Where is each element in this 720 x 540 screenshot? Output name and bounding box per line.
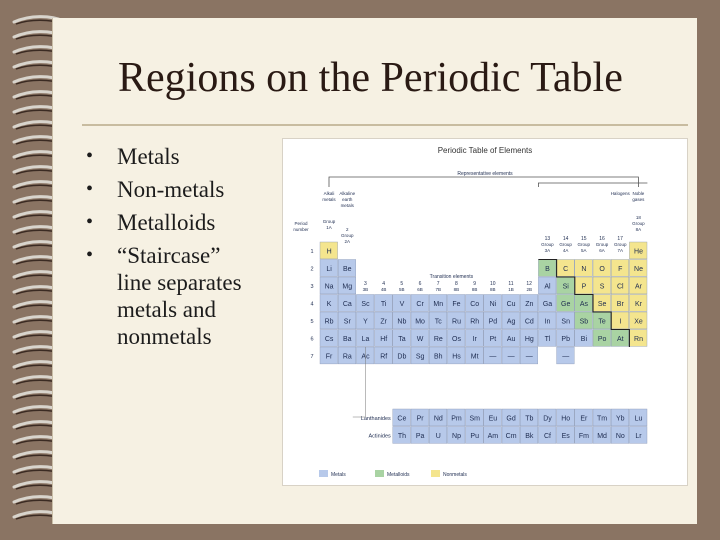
group-number-top: 14 [562,236,569,242]
pt-title: Periodic Table of Elements [437,146,533,155]
transition-group-number: 4 [382,281,385,287]
alkaline-label: metals [340,203,354,208]
element-symbol: Pb [561,336,570,343]
element-symbol: Br [616,301,624,308]
element-symbol: Sr [343,318,351,326]
element-symbol: S [599,283,605,291]
f-block-symbol: Pr [416,415,424,423]
f-block-symbol: Eu [488,415,498,423]
element-symbol: — [489,353,497,361]
element-symbol: Rh [470,318,480,326]
element-symbol: C [563,266,569,273]
noble-label: Noble [632,191,645,196]
f-block-symbol: Tb [525,415,534,423]
transition-group-number: 7 [436,281,440,287]
group-code-top: 3A [544,248,551,253]
f-block-symbol: Fm [578,433,589,440]
f-block-symbol: Ce [397,415,407,423]
element-symbol: Ir [472,336,477,343]
legend-label: Metalloids [387,472,410,478]
staircase-line-1: • “Staircase” [117,243,221,268]
element-symbol: Ge [561,301,571,308]
element-symbol: Fe [452,301,461,308]
element-symbol: O [599,266,605,273]
alkali-label: Alkali [323,191,335,196]
transition-group-code: 8B [490,287,496,292]
f-block-symbol: Dy [543,415,552,423]
element-symbol: H [326,248,332,256]
element-symbol: Ru [452,318,461,326]
group-word-top: Group [577,242,591,247]
element-symbol: Cu [506,301,516,308]
element-symbol: Bi [580,336,588,343]
slide-title: Regions on the Periodic Table [118,55,623,101]
transition-group-code: 7B [435,287,441,292]
group-code-top: 6A [599,248,605,253]
f-block-symbol: Lu [634,415,643,423]
bullet-non-metals: • Non-metals [86,176,276,203]
element-symbol: Sn [561,318,570,326]
element-symbol: Xe [634,318,643,326]
transition-group-number: 5 [400,281,404,287]
element-symbol: Kr [635,301,642,308]
legend-label: Metals [331,472,346,478]
staircase-line-3: metals and [117,297,216,322]
element-symbol: V [399,301,405,308]
transition-group-number: 3 [364,281,367,287]
transition-group-code: 5B [399,287,405,292]
element-symbol: Po [597,336,607,343]
element-symbol: Si [562,283,569,291]
element-symbol: — [525,353,533,361]
f-block-symbol: Es [561,433,570,440]
element-symbol: Bh [434,353,443,361]
element-symbol: N [581,266,587,273]
element-symbol: Te [598,318,606,326]
element-symbol: Nb [397,318,407,326]
period-number: 2 [310,266,314,273]
group-word-top: Group [541,242,554,247]
group-18-label: Group [632,221,645,226]
transition-group-code: 6B [417,287,423,292]
f-block-symbol: U [435,433,441,440]
element-symbol: Os [452,336,461,343]
transition-group-code: 4B [380,287,387,292]
element-symbol: — [507,353,515,361]
f-block-symbol: Tm [597,415,608,423]
transition-group-code: 2B [526,287,532,292]
element-symbol: Rf [380,353,388,361]
staircase-line-2: line separates [117,270,242,295]
element-symbol: K [326,301,332,308]
element-symbol: Mt [470,353,479,361]
element-symbol: As [579,301,588,308]
period-label: Period [294,221,308,226]
element-symbol: Db [397,353,407,361]
f-block-symbol: Cf [544,433,551,440]
element-symbol: Co [470,301,480,308]
group-number-top: 15 [581,236,587,242]
element-symbol: Rb [324,318,334,326]
element-symbol: Mg [342,283,353,291]
element-symbol: Hf [380,336,388,343]
group-word-top: Group [559,242,572,247]
period-number: 5 [310,319,314,325]
period-number: 1 [310,249,314,255]
period-number: 6 [310,336,314,343]
element-symbol: At [616,336,624,343]
legend-swatch [319,470,328,477]
f-block-symbol: Th [397,433,406,440]
transition-group-number: 9 [473,281,476,287]
f-block-symbol: No [615,433,625,440]
element-symbol: Cl [616,283,624,291]
element-symbol: Sb [579,318,589,326]
period-number: 3 [310,284,314,290]
transition-group-code: 3B [362,287,369,292]
period-number: 4 [310,301,314,308]
element-symbol: Ra [342,353,352,361]
group-code-top: 5A [581,248,587,253]
element-symbol: Al [544,283,551,291]
element-symbol: Ag [506,318,516,326]
element-symbol: Ti [380,301,387,308]
element-symbol: P [581,283,587,291]
element-symbol: He [634,248,643,256]
element-symbol: In [544,318,551,326]
f-block-symbol: Pu [470,433,479,440]
bullet-staircase [86,242,276,350]
group-number-top: 16 [599,236,605,242]
legend-label: Nonmetals [443,472,467,478]
group-2-label: 2A [344,239,350,244]
element-symbol: Sc [361,301,370,308]
transition-group-code: 8B [453,287,460,292]
group-number-top: 17 [617,236,623,242]
element-symbol: Ga [542,301,553,308]
element-symbol: Sg [415,353,425,361]
group-word-top: Group [595,242,609,247]
element-symbol: Mo [415,318,425,326]
group-number-top: 13 [544,236,551,242]
element-symbol: Hs [452,353,461,361]
transition-group-number: 10 [490,281,496,287]
element-symbol: Li [326,266,332,273]
group-18-label: 18 [635,215,641,220]
period-label: number [293,227,309,232]
representative-label: Representative elements [457,171,513,177]
bullet-metalloids: • Metalloids [86,209,276,236]
element-symbol: Au [506,336,516,343]
element-symbol: I [619,318,622,326]
alkali-label: metals [322,197,336,202]
element-symbol: Pt [489,336,497,343]
transition-group-number: 6 [418,281,422,287]
group-code-top: 7A [617,248,623,253]
bullet-list [86,143,276,356]
element-symbol: Ni [489,301,497,308]
f-block-symbol: Np [452,433,461,440]
periodic-table-image [282,138,688,486]
group-18-label: 8A [635,227,642,232]
lanthanides-label: Lanthanides [360,416,391,422]
element-symbol: Zr [380,318,388,326]
group-word-top: Group [613,242,627,247]
transition-label: Transition elements [429,274,474,280]
element-symbol: La [361,336,370,343]
element-symbol: Ta [398,336,406,343]
staircase-line-4: nonmetals [117,324,212,349]
transition-group-number: 8 [455,281,458,287]
representative-bracket [329,177,638,187]
f-block-symbol: Cm [505,433,517,440]
element-symbol: Ac [361,353,370,361]
f-block-symbol: Am [487,433,499,440]
group-2-label: 2 [345,227,349,232]
title-divider [82,124,688,126]
element-symbol: Ca [342,301,352,308]
element-symbol: Pd [488,318,498,326]
group-2-label: Group [340,233,354,238]
noble-label: gases [632,197,645,202]
actinides-label: Actinides [368,433,391,440]
element-symbol: Tc [434,318,442,326]
f-block-symbol: Lr [635,433,642,440]
f-block-symbol: Bk [525,433,534,440]
element-symbol: Se [597,301,607,308]
group-13-bracket [538,183,647,187]
group-1-label: Group [322,219,336,224]
element-symbol: Tl [544,336,551,343]
element-symbol: B [545,266,550,273]
element-symbol: Cs [324,336,334,343]
transition-group-number: 11 [508,281,514,287]
element-symbol: Mn [433,301,444,308]
alkaline-label: earth [342,197,353,202]
alkaline-label: Alkaline [339,191,356,196]
transition-group-code: 1B [508,287,514,292]
element-symbol: W [416,336,424,343]
legend-swatch [375,470,384,477]
f-block-symbol: Pm [451,415,462,423]
element-symbol: Re [433,336,443,343]
f-block-symbol: Md [597,433,607,440]
halogen-label: Halogens [610,191,630,196]
periodic-table-figure [283,139,687,485]
transition-group-number: 12 [526,281,532,287]
element-symbol: Ba [343,336,352,343]
element-symbol: Hg [524,336,534,343]
f-block-symbol: Er [580,415,588,423]
f-block-symbol: Ho [561,415,571,423]
element-symbol: F [618,266,623,273]
period-number: 7 [310,354,314,360]
element-symbol: Ne [634,266,643,273]
group-1-label: 1A [326,225,332,230]
bullet-metals: • Metals [86,143,276,170]
transition-group-code: 8B [471,287,478,292]
f-block-symbol: Gd [506,415,516,423]
element-symbol: Na [324,283,334,291]
element-symbol: Fr [325,353,333,361]
element-symbol: Be [343,266,352,273]
f-block-symbol: Nd [433,415,443,423]
f-block-symbol: Sm [469,415,480,423]
legend-swatch [431,470,440,477]
element-symbol: Cr [416,301,424,308]
element-symbol: — [562,353,570,361]
element-symbol: Ar [635,283,642,291]
element-symbol: Cd [524,318,534,326]
f-block-symbol: Pa [415,433,425,440]
f-block-symbol: Yb [616,415,625,423]
element-symbol: Rn [634,336,643,343]
element-symbol: Zn [525,301,534,308]
element-symbol: Y [363,318,368,326]
group-code-top: 4A [562,248,569,253]
